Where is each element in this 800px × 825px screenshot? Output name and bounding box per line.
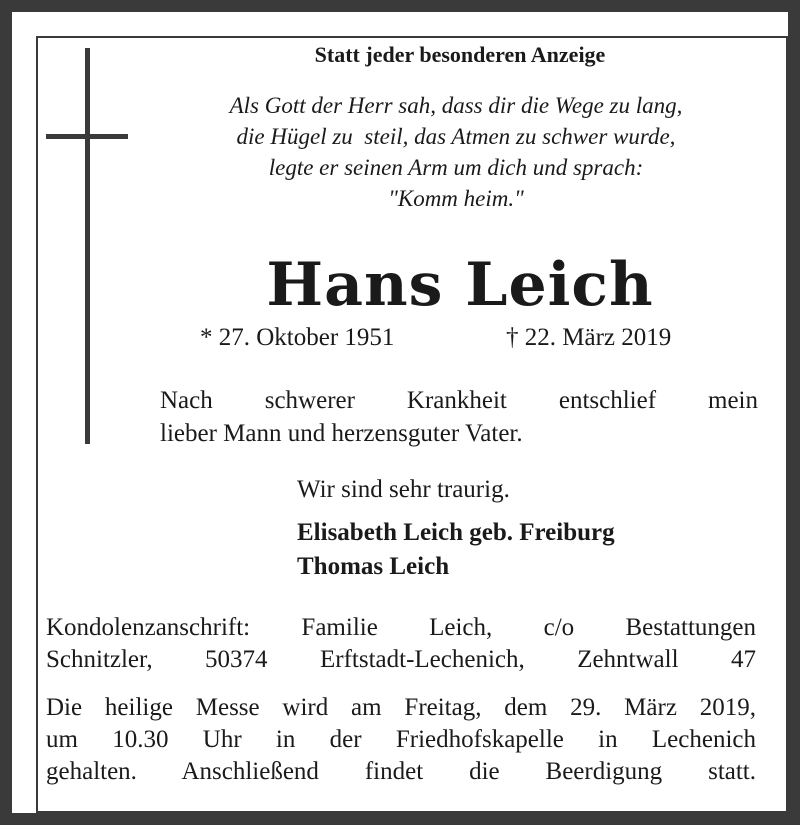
poem-line: "Komm heim." [388,186,524,211]
condolence-address [46,612,756,676]
deceased-name: Hans Leich [266,250,654,320]
mass-line: um 10.30 Uhr in der Friedhofskapelle in Lechenich [46,726,756,753]
mass-line: Die heilige Messe wird am Freitag, dem 29. März 2019, [46,694,756,721]
birth-date: * 27. Oktober 1951 [200,324,395,351]
poem [150,90,762,214]
notice-heading: Statt jeder besonderen Anzeige [314,42,606,67]
announcement-line: lieber Mann und herzensguter Vater. [160,420,523,447]
mass-line: gehalten. Anschließend findet die Beerdigung statt. [46,758,756,785]
cross-icon-horizontal [46,134,128,139]
signer-name: Thomas Leich [297,553,450,580]
cross-icon-vertical [85,48,90,444]
death-date: † 22. März 2019 [506,324,672,351]
poem-line: legte er seinen Arm um dich und sprach: [268,155,644,180]
condolence-line: Kondolenzanschrift: Familie Leich, c/o Bestattungen [46,614,756,641]
announcement-text [160,384,758,450]
announcement-line: Nach schwerer Krankheit entschlief mein [160,387,758,414]
poem-line: Als Gott der Herr sah, dass dir die Wege zu lang, [229,93,683,118]
mass-info [46,692,756,788]
signer-name: Elisabeth Leich geb. Freiburg [297,519,615,546]
signers [297,516,615,584]
poem-line: die Hügel zu steil, das Atmen zu schwer wurde, [236,124,676,149]
condolence-line: Schnitzler, 50374 Erftstadt-Lechenich, Zehntwall 47 [46,646,756,673]
mourning-line: Wir sind sehr traurig. [297,476,510,503]
